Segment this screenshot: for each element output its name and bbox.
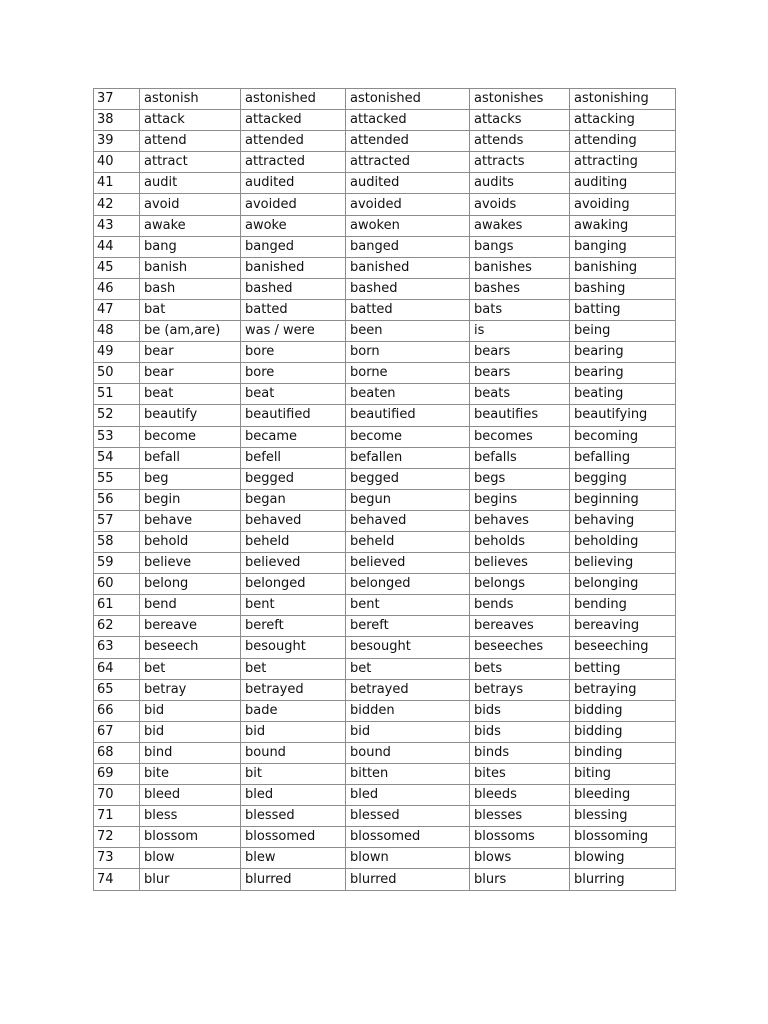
past-simple-cell: awoke bbox=[241, 215, 346, 236]
base-form-cell: behave bbox=[140, 510, 241, 531]
row-number-cell: 59 bbox=[94, 553, 140, 574]
present-participle-cell: banishing bbox=[570, 257, 676, 278]
base-form-cell: blow bbox=[140, 848, 241, 869]
past-simple-cell: attracted bbox=[241, 152, 346, 173]
base-form-cell: attend bbox=[140, 131, 241, 152]
present-participle-cell: bereaving bbox=[570, 616, 676, 637]
base-form-cell: bleed bbox=[140, 785, 241, 806]
third-person-cell: banishes bbox=[470, 257, 570, 278]
present-participle-cell: befalling bbox=[570, 447, 676, 468]
row-number-cell: 71 bbox=[94, 806, 140, 827]
row-number-cell: 66 bbox=[94, 700, 140, 721]
table-row bbox=[94, 110, 676, 131]
table-row bbox=[94, 721, 676, 742]
third-person-cell: befalls bbox=[470, 447, 570, 468]
past-simple-cell: beheld bbox=[241, 531, 346, 552]
row-number-cell: 56 bbox=[94, 489, 140, 510]
table-row bbox=[94, 595, 676, 616]
present-participle-cell: belonging bbox=[570, 574, 676, 595]
table-row bbox=[94, 173, 676, 194]
present-participle-cell: believing bbox=[570, 553, 676, 574]
base-form-cell: beautify bbox=[140, 405, 241, 426]
base-form-cell: bid bbox=[140, 700, 241, 721]
table-row bbox=[94, 553, 676, 574]
past-participle-cell: banged bbox=[346, 236, 470, 257]
present-participle-cell: bleeding bbox=[570, 785, 676, 806]
past-simple-cell: betrayed bbox=[241, 679, 346, 700]
third-person-cell: blossoms bbox=[470, 827, 570, 848]
base-form-cell: attack bbox=[140, 110, 241, 131]
table-row bbox=[94, 806, 676, 827]
row-number-cell: 42 bbox=[94, 194, 140, 215]
table-row bbox=[94, 489, 676, 510]
past-participle-cell: bereft bbox=[346, 616, 470, 637]
table-row bbox=[94, 447, 676, 468]
base-form-cell: banish bbox=[140, 257, 241, 278]
past-simple-cell: belonged bbox=[241, 574, 346, 595]
past-participle-cell: beaten bbox=[346, 384, 470, 405]
base-form-cell: become bbox=[140, 426, 241, 447]
third-person-cell: beholds bbox=[470, 531, 570, 552]
base-form-cell: blur bbox=[140, 869, 241, 890]
past-participle-cell: batted bbox=[346, 299, 470, 320]
row-number-cell: 41 bbox=[94, 173, 140, 194]
row-number-cell: 74 bbox=[94, 869, 140, 890]
third-person-cell: awakes bbox=[470, 215, 570, 236]
table-row bbox=[94, 257, 676, 278]
past-participle-cell: bitten bbox=[346, 764, 470, 785]
past-simple-cell: began bbox=[241, 489, 346, 510]
base-form-cell: betray bbox=[140, 679, 241, 700]
past-simple-cell: bet bbox=[241, 658, 346, 679]
verb-table-body bbox=[94, 89, 676, 891]
row-number-cell: 45 bbox=[94, 257, 140, 278]
past-simple-cell: befell bbox=[241, 447, 346, 468]
past-participle-cell: blessed bbox=[346, 806, 470, 827]
third-person-cell: audits bbox=[470, 173, 570, 194]
present-participle-cell: beautifying bbox=[570, 405, 676, 426]
base-form-cell: bet bbox=[140, 658, 241, 679]
past-participle-cell: blurred bbox=[346, 869, 470, 890]
past-participle-cell: bet bbox=[346, 658, 470, 679]
base-form-cell: believe bbox=[140, 553, 241, 574]
past-participle-cell: bidden bbox=[346, 700, 470, 721]
present-participle-cell: beholding bbox=[570, 531, 676, 552]
past-participle-cell: bent bbox=[346, 595, 470, 616]
row-number-cell: 44 bbox=[94, 236, 140, 257]
third-person-cell: behaves bbox=[470, 510, 570, 531]
past-participle-cell: begged bbox=[346, 468, 470, 489]
past-simple-cell: bled bbox=[241, 785, 346, 806]
table-row bbox=[94, 405, 676, 426]
past-participle-cell: become bbox=[346, 426, 470, 447]
present-participle-cell: attracting bbox=[570, 152, 676, 173]
present-participle-cell: bidding bbox=[570, 721, 676, 742]
base-form-cell: bang bbox=[140, 236, 241, 257]
present-participle-cell: auditing bbox=[570, 173, 676, 194]
base-form-cell: bear bbox=[140, 342, 241, 363]
base-form-cell: beseech bbox=[140, 637, 241, 658]
third-person-cell: attends bbox=[470, 131, 570, 152]
past-simple-cell: bereft bbox=[241, 616, 346, 637]
row-number-cell: 51 bbox=[94, 384, 140, 405]
third-person-cell: attacks bbox=[470, 110, 570, 131]
third-person-cell: becomes bbox=[470, 426, 570, 447]
past-participle-cell: bid bbox=[346, 721, 470, 742]
present-participle-cell: bidding bbox=[570, 700, 676, 721]
past-participle-cell: bound bbox=[346, 742, 470, 763]
table-row bbox=[94, 869, 676, 890]
past-simple-cell: blurred bbox=[241, 869, 346, 890]
past-participle-cell: begun bbox=[346, 489, 470, 510]
present-participle-cell: avoiding bbox=[570, 194, 676, 215]
past-simple-cell: beat bbox=[241, 384, 346, 405]
table-row bbox=[94, 384, 676, 405]
present-participle-cell: blossoming bbox=[570, 827, 676, 848]
past-simple-cell: bore bbox=[241, 342, 346, 363]
third-person-cell: blows bbox=[470, 848, 570, 869]
present-participle-cell: blessing bbox=[570, 806, 676, 827]
base-form-cell: bereave bbox=[140, 616, 241, 637]
past-participle-cell: attended bbox=[346, 131, 470, 152]
past-simple-cell: audited bbox=[241, 173, 346, 194]
past-participle-cell: beautified bbox=[346, 405, 470, 426]
present-participle-cell: behaving bbox=[570, 510, 676, 531]
past-simple-cell: blew bbox=[241, 848, 346, 869]
third-person-cell: bids bbox=[470, 700, 570, 721]
row-number-cell: 70 bbox=[94, 785, 140, 806]
present-participle-cell: beating bbox=[570, 384, 676, 405]
past-participle-cell: blossomed bbox=[346, 827, 470, 848]
base-form-cell: beg bbox=[140, 468, 241, 489]
row-number-cell: 38 bbox=[94, 110, 140, 131]
present-participle-cell: becoming bbox=[570, 426, 676, 447]
table-row bbox=[94, 363, 676, 384]
base-form-cell: bash bbox=[140, 278, 241, 299]
table-row bbox=[94, 194, 676, 215]
present-participle-cell: batting bbox=[570, 299, 676, 320]
past-simple-cell: attacked bbox=[241, 110, 346, 131]
past-participle-cell: borne bbox=[346, 363, 470, 384]
present-participle-cell: attending bbox=[570, 131, 676, 152]
table-row bbox=[94, 679, 676, 700]
present-participle-cell: awaking bbox=[570, 215, 676, 236]
row-number-cell: 39 bbox=[94, 131, 140, 152]
table-row bbox=[94, 531, 676, 552]
row-number-cell: 52 bbox=[94, 405, 140, 426]
past-simple-cell: avoided bbox=[241, 194, 346, 215]
base-form-cell: belong bbox=[140, 574, 241, 595]
row-number-cell: 55 bbox=[94, 468, 140, 489]
present-participle-cell: bearing bbox=[570, 363, 676, 384]
third-person-cell: beseeches bbox=[470, 637, 570, 658]
past-simple-cell: bent bbox=[241, 595, 346, 616]
table-row bbox=[94, 658, 676, 679]
past-participle-cell: attacked bbox=[346, 110, 470, 131]
row-number-cell: 46 bbox=[94, 278, 140, 299]
table-row bbox=[94, 700, 676, 721]
past-participle-cell: awoken bbox=[346, 215, 470, 236]
past-participle-cell: bled bbox=[346, 785, 470, 806]
table-row bbox=[94, 299, 676, 320]
third-person-cell: bears bbox=[470, 342, 570, 363]
table-row bbox=[94, 236, 676, 257]
present-participle-cell: bending bbox=[570, 595, 676, 616]
third-person-cell: bashes bbox=[470, 278, 570, 299]
past-simple-cell: besought bbox=[241, 637, 346, 658]
row-number-cell: 72 bbox=[94, 827, 140, 848]
present-participle-cell: beseeching bbox=[570, 637, 676, 658]
row-number-cell: 65 bbox=[94, 679, 140, 700]
verb-forms-table bbox=[93, 88, 676, 891]
past-simple-cell: believed bbox=[241, 553, 346, 574]
past-participle-cell: blown bbox=[346, 848, 470, 869]
row-number-cell: 64 bbox=[94, 658, 140, 679]
base-form-cell: bite bbox=[140, 764, 241, 785]
third-person-cell: begs bbox=[470, 468, 570, 489]
past-participle-cell: beheld bbox=[346, 531, 470, 552]
row-number-cell: 37 bbox=[94, 89, 140, 110]
past-simple-cell: batted bbox=[241, 299, 346, 320]
row-number-cell: 47 bbox=[94, 299, 140, 320]
table-row bbox=[94, 426, 676, 447]
row-number-cell: 54 bbox=[94, 447, 140, 468]
third-person-cell: beautifies bbox=[470, 405, 570, 426]
past-simple-cell: attended bbox=[241, 131, 346, 152]
past-simple-cell: bound bbox=[241, 742, 346, 763]
third-person-cell: begins bbox=[470, 489, 570, 510]
past-participle-cell: bashed bbox=[346, 278, 470, 299]
row-number-cell: 67 bbox=[94, 721, 140, 742]
third-person-cell: bereaves bbox=[470, 616, 570, 637]
past-simple-cell: blessed bbox=[241, 806, 346, 827]
row-number-cell: 53 bbox=[94, 426, 140, 447]
row-number-cell: 61 bbox=[94, 595, 140, 616]
third-person-cell: believes bbox=[470, 553, 570, 574]
present-participle-cell: being bbox=[570, 321, 676, 342]
table-row bbox=[94, 342, 676, 363]
third-person-cell: bleeds bbox=[470, 785, 570, 806]
past-simple-cell: bore bbox=[241, 363, 346, 384]
past-simple-cell: bit bbox=[241, 764, 346, 785]
third-person-cell: attracts bbox=[470, 152, 570, 173]
base-form-cell: audit bbox=[140, 173, 241, 194]
past-participle-cell: attracted bbox=[346, 152, 470, 173]
third-person-cell: bets bbox=[470, 658, 570, 679]
present-participle-cell: biting bbox=[570, 764, 676, 785]
row-number-cell: 57 bbox=[94, 510, 140, 531]
past-participle-cell: born bbox=[346, 342, 470, 363]
past-simple-cell: bashed bbox=[241, 278, 346, 299]
past-participle-cell: besought bbox=[346, 637, 470, 658]
row-number-cell: 58 bbox=[94, 531, 140, 552]
table-row bbox=[94, 510, 676, 531]
row-number-cell: 40 bbox=[94, 152, 140, 173]
present-participle-cell: attacking bbox=[570, 110, 676, 131]
present-participle-cell: betraying bbox=[570, 679, 676, 700]
present-participle-cell: astonishing bbox=[570, 89, 676, 110]
past-participle-cell: avoided bbox=[346, 194, 470, 215]
base-form-cell: awake bbox=[140, 215, 241, 236]
past-participle-cell: believed bbox=[346, 553, 470, 574]
third-person-cell: is bbox=[470, 321, 570, 342]
present-participle-cell: bashing bbox=[570, 278, 676, 299]
past-participle-cell: astonished bbox=[346, 89, 470, 110]
row-number-cell: 68 bbox=[94, 742, 140, 763]
past-simple-cell: behaved bbox=[241, 510, 346, 531]
third-person-cell: bids bbox=[470, 721, 570, 742]
past-participle-cell: been bbox=[346, 321, 470, 342]
table-row bbox=[94, 131, 676, 152]
table-row bbox=[94, 278, 676, 299]
table-row bbox=[94, 321, 676, 342]
past-simple-cell: blossomed bbox=[241, 827, 346, 848]
base-form-cell: blossom bbox=[140, 827, 241, 848]
past-simple-cell: beautified bbox=[241, 405, 346, 426]
past-participle-cell: betrayed bbox=[346, 679, 470, 700]
table-row bbox=[94, 468, 676, 489]
third-person-cell: astonishes bbox=[470, 89, 570, 110]
third-person-cell: betrays bbox=[470, 679, 570, 700]
table-row bbox=[94, 637, 676, 658]
base-form-cell: bear bbox=[140, 363, 241, 384]
table-row bbox=[94, 89, 676, 110]
past-simple-cell: bade bbox=[241, 700, 346, 721]
table-row bbox=[94, 152, 676, 173]
base-form-cell: bat bbox=[140, 299, 241, 320]
third-person-cell: belongs bbox=[470, 574, 570, 595]
base-form-cell: befall bbox=[140, 447, 241, 468]
third-person-cell: bats bbox=[470, 299, 570, 320]
past-participle-cell: behaved bbox=[346, 510, 470, 531]
base-form-cell: beat bbox=[140, 384, 241, 405]
present-participle-cell: blowing bbox=[570, 848, 676, 869]
table-row bbox=[94, 574, 676, 595]
base-form-cell: be (am,are) bbox=[140, 321, 241, 342]
present-participle-cell: betting bbox=[570, 658, 676, 679]
third-person-cell: binds bbox=[470, 742, 570, 763]
third-person-cell: bangs bbox=[470, 236, 570, 257]
table-row bbox=[94, 616, 676, 637]
table-row bbox=[94, 848, 676, 869]
present-participle-cell: banging bbox=[570, 236, 676, 257]
past-simple-cell: astonished bbox=[241, 89, 346, 110]
table-row bbox=[94, 764, 676, 785]
present-participle-cell: blurring bbox=[570, 869, 676, 890]
past-simple-cell: begged bbox=[241, 468, 346, 489]
third-person-cell: bears bbox=[470, 363, 570, 384]
row-number-cell: 60 bbox=[94, 574, 140, 595]
past-participle-cell: belonged bbox=[346, 574, 470, 595]
row-number-cell: 69 bbox=[94, 764, 140, 785]
row-number-cell: 43 bbox=[94, 215, 140, 236]
base-form-cell: astonish bbox=[140, 89, 241, 110]
base-form-cell: bless bbox=[140, 806, 241, 827]
past-participle-cell: befallen bbox=[346, 447, 470, 468]
base-form-cell: begin bbox=[140, 489, 241, 510]
third-person-cell: blurs bbox=[470, 869, 570, 890]
table-row bbox=[94, 742, 676, 763]
row-number-cell: 73 bbox=[94, 848, 140, 869]
past-participle-cell: audited bbox=[346, 173, 470, 194]
base-form-cell: attract bbox=[140, 152, 241, 173]
past-simple-cell: banged bbox=[241, 236, 346, 257]
table-row bbox=[94, 827, 676, 848]
base-form-cell: behold bbox=[140, 531, 241, 552]
table-row bbox=[94, 785, 676, 806]
third-person-cell: avoids bbox=[470, 194, 570, 215]
base-form-cell: avoid bbox=[140, 194, 241, 215]
row-number-cell: 50 bbox=[94, 363, 140, 384]
present-participle-cell: begging bbox=[570, 468, 676, 489]
base-form-cell: bend bbox=[140, 595, 241, 616]
base-form-cell: bind bbox=[140, 742, 241, 763]
past-participle-cell: banished bbox=[346, 257, 470, 278]
third-person-cell: bends bbox=[470, 595, 570, 616]
present-participle-cell: bearing bbox=[570, 342, 676, 363]
table-row bbox=[94, 215, 676, 236]
third-person-cell: bites bbox=[470, 764, 570, 785]
past-simple-cell: was / were bbox=[241, 321, 346, 342]
present-participle-cell: beginning bbox=[570, 489, 676, 510]
third-person-cell: blesses bbox=[470, 806, 570, 827]
past-simple-cell: became bbox=[241, 426, 346, 447]
present-participle-cell: binding bbox=[570, 742, 676, 763]
third-person-cell: beats bbox=[470, 384, 570, 405]
row-number-cell: 62 bbox=[94, 616, 140, 637]
row-number-cell: 63 bbox=[94, 637, 140, 658]
past-simple-cell: bid bbox=[241, 721, 346, 742]
row-number-cell: 48 bbox=[94, 321, 140, 342]
row-number-cell: 49 bbox=[94, 342, 140, 363]
base-form-cell: bid bbox=[140, 721, 241, 742]
past-simple-cell: banished bbox=[241, 257, 346, 278]
